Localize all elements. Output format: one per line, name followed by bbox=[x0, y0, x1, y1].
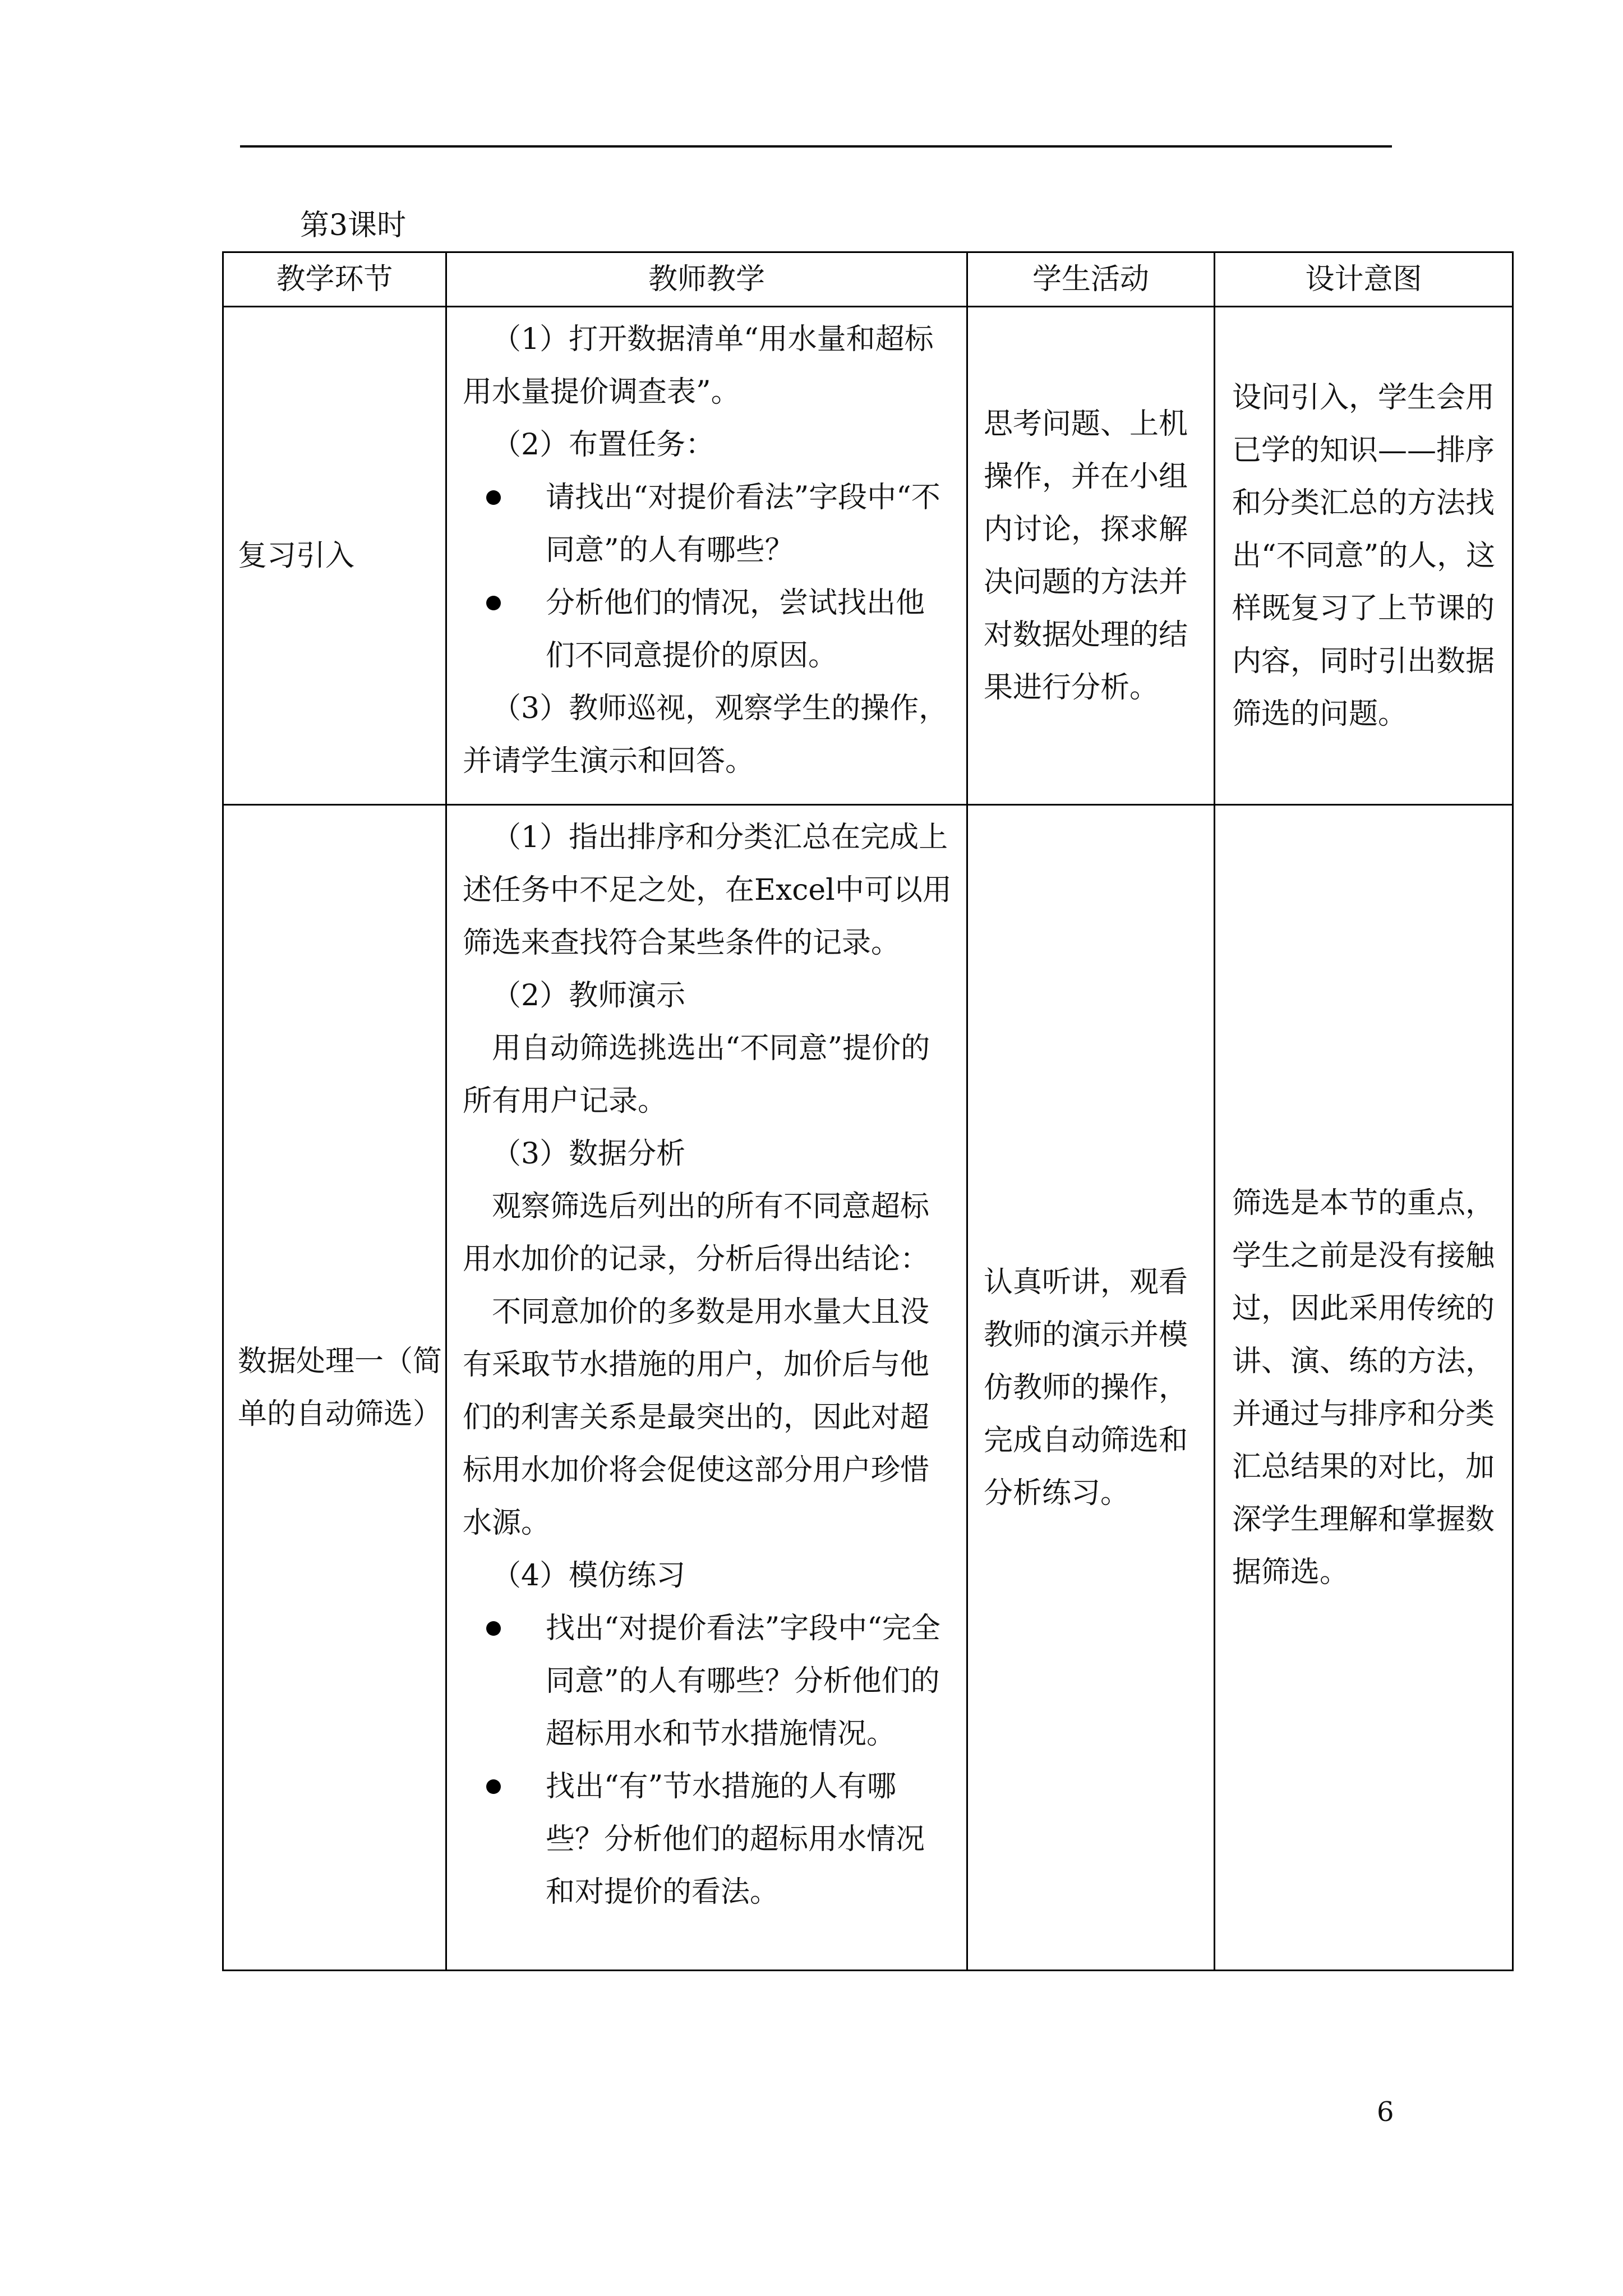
student-text: 认真听讲，观看教师的演示并模仿教师的操作，完成自动筛选和分析练习。 bbox=[984, 1265, 1188, 1510]
bullet-text: 找出“有”节水措施的人有哪些？分析他们的超标用水情况和对提价的看法。 bbox=[546, 1770, 925, 1909]
bullet-dot-icon bbox=[486, 596, 501, 610]
teacher-paragraph: （1）打开数据清单“用水量和超标用水量提价调查表”。 bbox=[463, 323, 934, 409]
stage-text: 数据处理一（简单的自动筛选） bbox=[238, 1344, 442, 1431]
teacher-paragraph: （2）教师演示 bbox=[492, 979, 686, 1013]
teacher-paragraph: （3）数据分析 bbox=[492, 1137, 686, 1171]
student-text: 思考问题、上机操作，并在小组内讨论，探求解决问题的方法并对数据处理的结果进行分析。 bbox=[984, 407, 1188, 705]
stage-text: 复习引入 bbox=[238, 539, 355, 573]
design-text: 设问引入，学生会用已学的知识——排序和分类汇总的方法找出“不同意”的人，这样既复习了上节课的内容，同时引出数据筛选的问题。 bbox=[1232, 380, 1496, 731]
design-cell bbox=[1215, 307, 1513, 805]
bullet-dot-icon bbox=[486, 1779, 501, 1794]
teacher-bullet-item bbox=[463, 1760, 952, 1918]
bullet-text: 找出“对提价看法”字段中“完全同意”的人有哪些？分析他们的超标用水和节水措施情况。 bbox=[546, 1612, 940, 1751]
page-number: 6 bbox=[1377, 2096, 1394, 2128]
bullet-text: 请找出“对提价看法”字段中“不同意”的人有哪些？ bbox=[546, 481, 940, 567]
teacher-cell bbox=[446, 307, 967, 805]
bullet-dot-icon bbox=[486, 490, 501, 505]
stage-cell bbox=[223, 805, 446, 1971]
teacher-paragraph: 用自动筛选挑选出“不同意”提价的所有用户记录。 bbox=[463, 1032, 930, 1118]
lesson-plan-table bbox=[222, 251, 1514, 1971]
student-cell bbox=[967, 805, 1215, 1971]
teacher-paragraph: 不同意加价的多数是用水量大且没有采取节水措施的用户，加价后与他们的利害关系是最突出的，因此对超标用水加价将会促使这部分用户珍惜水源。 bbox=[463, 1295, 930, 1540]
design-text: 筛选是本节的重点，学生之前是没有接触过，因此采用传统的讲、演、练的方法，并通过与排序和分类汇总结果的对比，加深学生理解和掌握数据筛选。 bbox=[1232, 1186, 1495, 1589]
teacher-bullet-item bbox=[463, 577, 952, 682]
header-rule bbox=[240, 145, 1392, 148]
session-label: 第3课时 bbox=[300, 209, 407, 242]
student-cell bbox=[967, 307, 1215, 805]
teacher-paragraph: （2）布置任务： bbox=[492, 428, 715, 462]
teacher-bullet-item bbox=[463, 471, 952, 577]
design-cell bbox=[1215, 805, 1513, 1971]
bullet-dot-icon bbox=[486, 1621, 501, 1636]
header-student: 学生活动 bbox=[967, 252, 1215, 307]
header-teacher: 教师教学 bbox=[446, 252, 967, 307]
header-stage: 教学环节 bbox=[223, 252, 446, 307]
teacher-cell bbox=[446, 805, 967, 1971]
teacher-paragraph: （1）指出排序和分类汇总在完成上述任务中不足之处，在Excel中可以用筛选来查找符合某些条件的记录。 bbox=[463, 821, 952, 960]
header-design: 设计意图 bbox=[1215, 252, 1513, 307]
table-row bbox=[223, 805, 1513, 1971]
table-row bbox=[223, 307, 1513, 805]
table-header-row bbox=[223, 252, 1513, 307]
teacher-paragraph: 观察筛选后列出的所有不同意超标用水加价的记录，分析后得出结论： bbox=[463, 1190, 930, 1276]
teacher-paragraph: （4）模仿练习 bbox=[492, 1559, 686, 1593]
stage-cell bbox=[223, 307, 446, 805]
teacher-bullet-item bbox=[463, 1602, 952, 1760]
bullet-text: 分析他们的情况，尝试找出他们不同意提价的原因。 bbox=[546, 586, 925, 673]
teacher-paragraph: （3）教师巡视，观察学生的操作，并请学生演示和回答。 bbox=[463, 692, 948, 778]
